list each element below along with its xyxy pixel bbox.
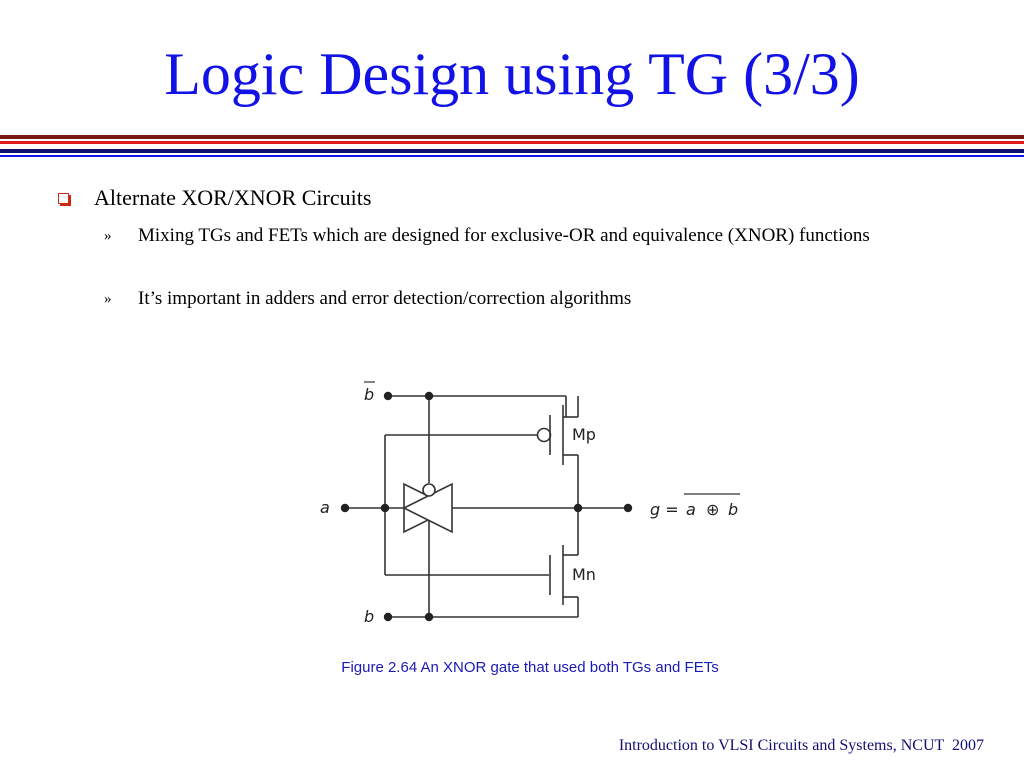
label-output-g: g = — [650, 500, 679, 519]
terminal-dot — [384, 392, 392, 400]
figure-caption: Figure 2.64 An XNOR gate that used both TGs and FETs — [341, 659, 719, 676]
junction-dot — [381, 504, 389, 512]
label-output-a: a — [686, 500, 696, 519]
bullet-text: Alternate XOR/XNOR Circuits — [94, 185, 372, 210]
slide-footer: Introduction to VLSI Circuits and Systems, NCUT 2007 — [618, 737, 984, 754]
terminal-dot — [384, 613, 392, 621]
square-bullet-icon — [58, 193, 69, 204]
label-mp: Mp — [572, 425, 596, 444]
divider-rule — [0, 141, 1024, 144]
label-a: a — [320, 498, 330, 517]
terminal-dot — [624, 504, 632, 512]
sub-bullet-marker: » — [104, 291, 112, 307]
label-xor-symbol: ⊕ — [706, 500, 720, 519]
label-b: b — [364, 607, 375, 626]
circuit-schematic — [300, 360, 760, 630]
label-b-bar: b — [364, 385, 375, 404]
tg-inversion-bubble — [423, 484, 435, 496]
divider-rule — [0, 135, 1024, 139]
divider-rule — [0, 149, 1024, 153]
slide-title: Logic Design using TG (3/3) — [164, 41, 860, 107]
terminal-dot — [341, 504, 349, 512]
junction-dot — [425, 613, 433, 621]
sub-bullet-text: It’s important in adders and error detection/correction algorithms — [138, 288, 632, 309]
sub-bullet-marker: » — [104, 228, 112, 244]
label-output-b: b — [728, 500, 739, 519]
junction-dot — [425, 392, 433, 400]
sub-bullet-text: Mixing TGs and FETs which are designed for exclusive-OR and equivalence (XNOR) functions — [138, 225, 870, 246]
divider-rule — [0, 155, 1024, 157]
mp-inversion-bubble — [538, 429, 551, 442]
xnor-circuit-diagram — [300, 360, 760, 630]
label-mn: Mn — [572, 565, 596, 584]
junction-dot — [574, 504, 582, 512]
